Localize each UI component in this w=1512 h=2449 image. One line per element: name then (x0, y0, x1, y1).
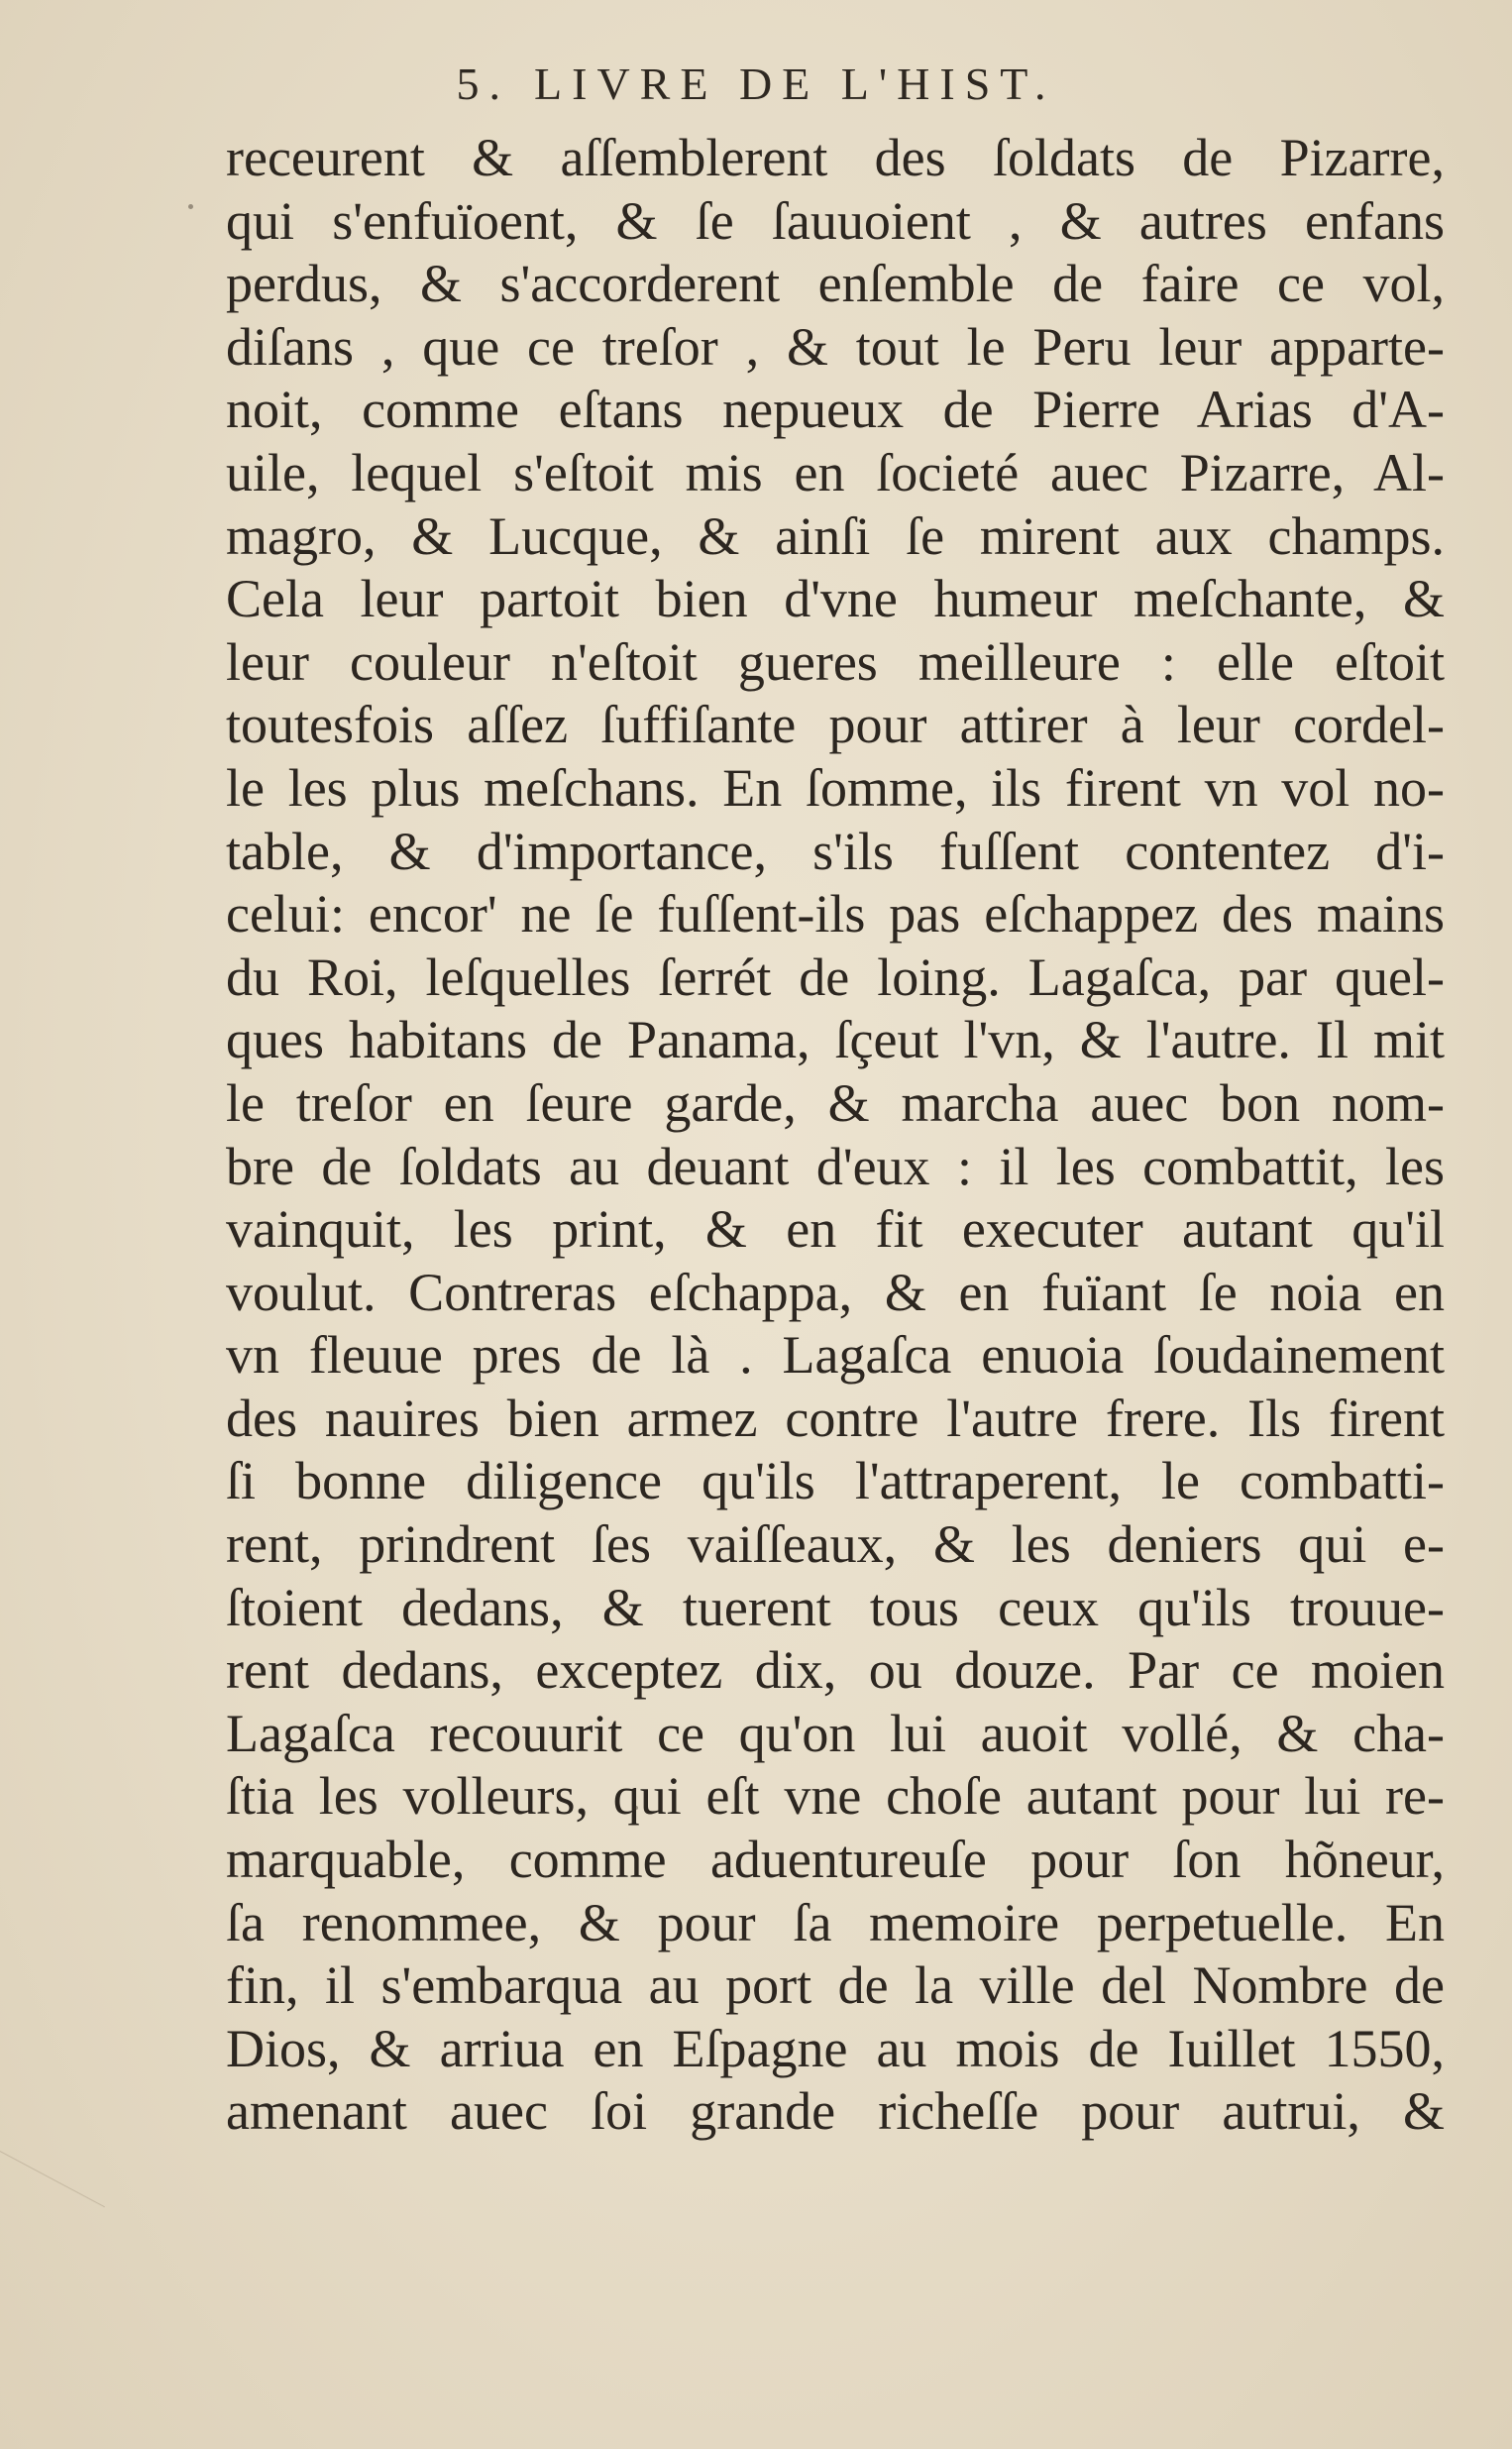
text-line: amenant auec ſoi grande richeſſe pour autrui, & (226, 2081, 1445, 2142)
text-line: bre de ſoldats au deuant d'eux : il les combattit, les (226, 1136, 1445, 1196)
text-line: ſa renommee, & pour ſa memoire perpetuelle. En (226, 1892, 1445, 1952)
folio-number: 5. (456, 58, 511, 109)
text-line: marquable, comme aduentureuſe pour ſon hõneur, (226, 1830, 1445, 1890)
text-line: Cela leur partoit bien d'vne humeur meſchante, & (226, 569, 1445, 629)
text-line: perdus, & s'accorderent enſemble de faire ce vol, (226, 254, 1445, 314)
text-line: du Roi, leſquelles ſerrét de loing. Lagaſca, par quel- (226, 946, 1445, 1007)
text-line: receurent & aſſemblerent des ſoldats de Pizarre, (226, 128, 1445, 187)
text-line: ſi bonne diligence qu'ils l'attraperent, le combatti- (226, 1451, 1445, 1511)
text-line: voulut. Contreras eſchappa, & en fuïant ſe noia en (226, 1262, 1445, 1322)
running-head (0, 57, 1512, 110)
text-line: le les plus meſchans. En ſomme, ils firent vn vol no- (226, 757, 1445, 818)
text-line: des nauires bien armez contre l'autre frere. Ils firent (226, 1388, 1445, 1448)
text-line: ſtoient dedans, & tuerent tous ceux qu'ils trouue- (226, 1577, 1445, 1637)
text-line: fin, il s'embarqua au port de la ville del Nombre de (226, 1955, 1445, 2016)
text-line: diſans , que ce treſor , & tout le Peru leur apparte- (226, 316, 1445, 377)
text-line: rent, prindrent ſes vaiſſeaux, & les deniers qui e- (226, 1514, 1445, 1575)
text-line: noit, comme eſtans nepueux de Pierre Arias d'A- (226, 380, 1445, 440)
text-line: qui s'enfuïoent, & ſe ſauuoient , & autres enfans (226, 190, 1445, 251)
text-line: le treſor en ſeure garde, & marcha auec bon nom- (226, 1072, 1445, 1133)
paper-speck (634, 1806, 638, 1810)
text-line: magro, & Lucque, & ainſi ſe mirent aux champs. (226, 505, 1445, 566)
text-line: vn fleuue pres de là . Lagaſca enuoia ſoudainement (226, 1325, 1445, 1386)
text-line: Dios, & arriua en Eſpagne au mois de Iuillet 1550, (226, 2018, 1445, 2078)
text-line: rent dedans, exceptez dix, ou douze. Par ce moien (226, 1640, 1445, 1701)
text-line: uile, lequel s'eſtoit mis en ſocieté auec Pizarre, Al- (226, 442, 1445, 502)
text-line: leur couleur n'eſtoit gueres meilleure : elle eſtoit (226, 631, 1445, 692)
text-line: toutesfois aſſez ſuffiſante pour attirer à leur cordel- (226, 695, 1445, 755)
text-line: Lagaſca recouurit ce qu'on lui auoit vollé, & cha- (226, 1703, 1445, 1763)
text-line: ſtia les volleurs, qui eſt vne choſe autant pour lui re- (226, 1766, 1445, 1827)
paper-crease (0, 2151, 105, 2260)
running-title: LIVRE DE L'HIST. (534, 58, 1056, 109)
paper-speck (188, 204, 193, 209)
text-line: vainquit, les print, & en fit executer autant qu'il (226, 1199, 1445, 1260)
text-line: table, & d'importance, s'ils fuſſent contentez d'i- (226, 821, 1445, 881)
body-text (226, 127, 1445, 2144)
text-line: celui: encor' ne ſe fuſſent-ils pas eſchappez des mains (226, 884, 1445, 945)
text-line: ques habitans de Panama, ſçeut l'vn, & l'autre. Il mit (226, 1010, 1445, 1070)
